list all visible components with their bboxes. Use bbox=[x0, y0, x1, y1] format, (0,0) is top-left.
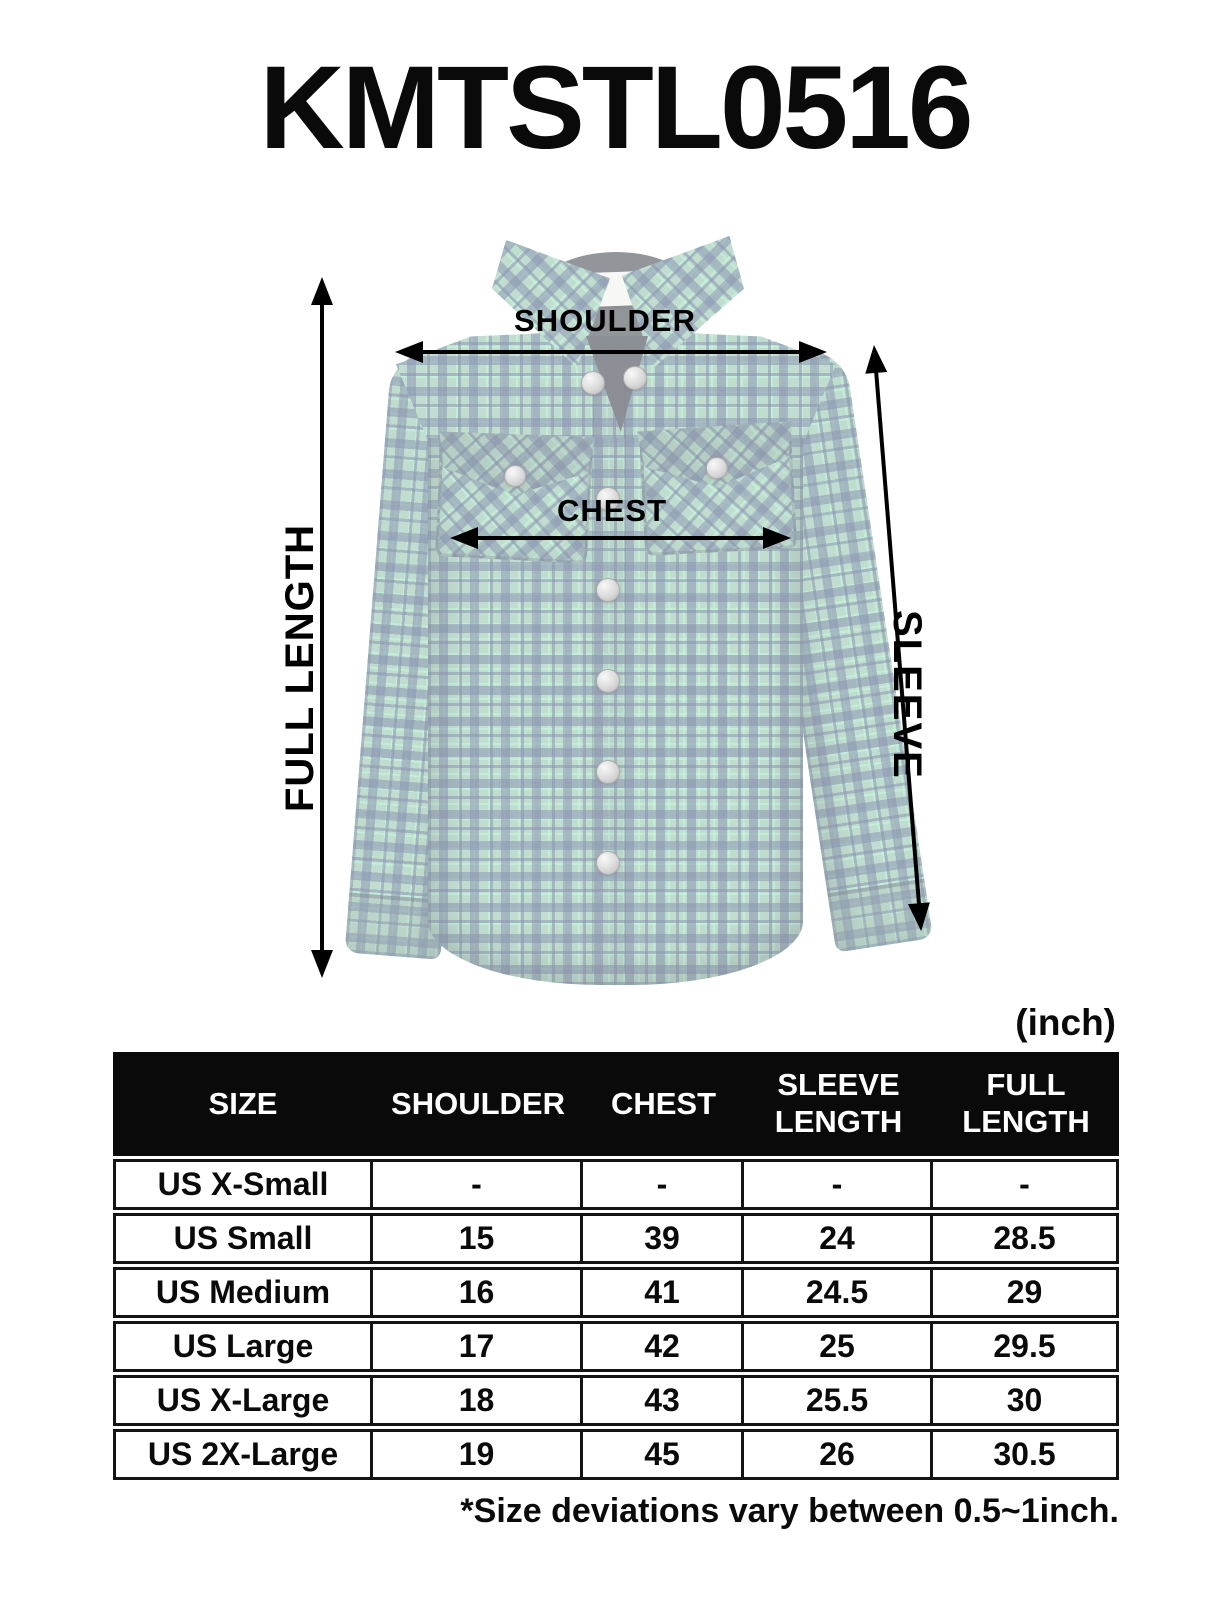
cell-sleeve-length: - bbox=[744, 1159, 933, 1210]
cell-chest: - bbox=[583, 1159, 744, 1210]
cell-chest: 45 bbox=[583, 1429, 744, 1480]
size-deviation-footnote: *Size deviations vary between 0.5~1inch. bbox=[460, 1492, 1119, 1530]
cell-shoulder: 19 bbox=[373, 1429, 583, 1480]
cell-sleeve-length: 24.5 bbox=[744, 1267, 933, 1318]
cell-size: US Large bbox=[113, 1321, 373, 1372]
col-header-full-length: FULL LENGTH bbox=[933, 1052, 1119, 1156]
units-label: (inch) bbox=[1015, 1002, 1116, 1043]
sleeve-label: SLEEVE bbox=[885, 610, 929, 780]
snap-button bbox=[596, 851, 620, 875]
col-header-chest: CHEST bbox=[583, 1052, 744, 1156]
cell-chest: 39 bbox=[583, 1213, 744, 1264]
product-code-title: KMTSTL0516 bbox=[259, 42, 971, 174]
cell-size: US X-Small bbox=[113, 1159, 373, 1210]
table-row bbox=[113, 1213, 1119, 1264]
cell-chest: 41 bbox=[583, 1267, 744, 1318]
table-row bbox=[113, 1321, 1119, 1372]
table-row bbox=[113, 1267, 1119, 1318]
table-header-row bbox=[113, 1052, 1119, 1156]
table-row bbox=[113, 1375, 1119, 1426]
cell-sleeve-length: 24 bbox=[744, 1213, 933, 1264]
cell-full-length: 29.5 bbox=[933, 1321, 1119, 1372]
cell-size: US 2X-Large bbox=[113, 1429, 373, 1480]
cell-chest: 43 bbox=[583, 1375, 744, 1426]
cell-sleeve-length: 25.5 bbox=[744, 1375, 933, 1426]
col-header-size: SIZE bbox=[113, 1052, 373, 1156]
snap-button bbox=[581, 371, 605, 395]
cell-shoulder: 15 bbox=[373, 1213, 583, 1264]
table-row bbox=[113, 1159, 1119, 1210]
cell-full-length: - bbox=[933, 1159, 1119, 1210]
snap-button bbox=[596, 760, 620, 784]
col-header-sleeve-length: SLEEVE LENGTH bbox=[744, 1052, 933, 1156]
cell-full-length: 30.5 bbox=[933, 1429, 1119, 1480]
cell-shoulder: 18 bbox=[373, 1375, 583, 1426]
chest-label: CHEST bbox=[556, 493, 668, 528]
col-header-shoulder: SHOULDER bbox=[373, 1052, 583, 1156]
cell-full-length: 29 bbox=[933, 1267, 1119, 1318]
shoulder-arrow bbox=[395, 339, 827, 365]
size-table bbox=[113, 1049, 1119, 1483]
snap-button bbox=[596, 578, 620, 602]
cell-full-length: 30 bbox=[933, 1375, 1119, 1426]
snap-button bbox=[623, 366, 647, 390]
table-row bbox=[113, 1429, 1119, 1480]
cell-size: US Medium bbox=[113, 1267, 373, 1318]
snap-button bbox=[596, 669, 620, 693]
full-length-label: FULL LENGTH bbox=[278, 523, 322, 812]
cell-sleeve-length: 25 bbox=[744, 1321, 933, 1372]
cell-shoulder: 17 bbox=[373, 1321, 583, 1372]
shoulder-label: SHOULDER bbox=[514, 303, 696, 338]
cell-sleeve-length: 26 bbox=[744, 1429, 933, 1480]
cell-size: US Small bbox=[113, 1213, 373, 1264]
cell-full-length: 28.5 bbox=[933, 1213, 1119, 1264]
cell-size: US X-Large bbox=[113, 1375, 373, 1426]
cell-shoulder: - bbox=[373, 1159, 583, 1210]
cell-chest: 42 bbox=[583, 1321, 744, 1372]
cell-shoulder: 16 bbox=[373, 1267, 583, 1318]
